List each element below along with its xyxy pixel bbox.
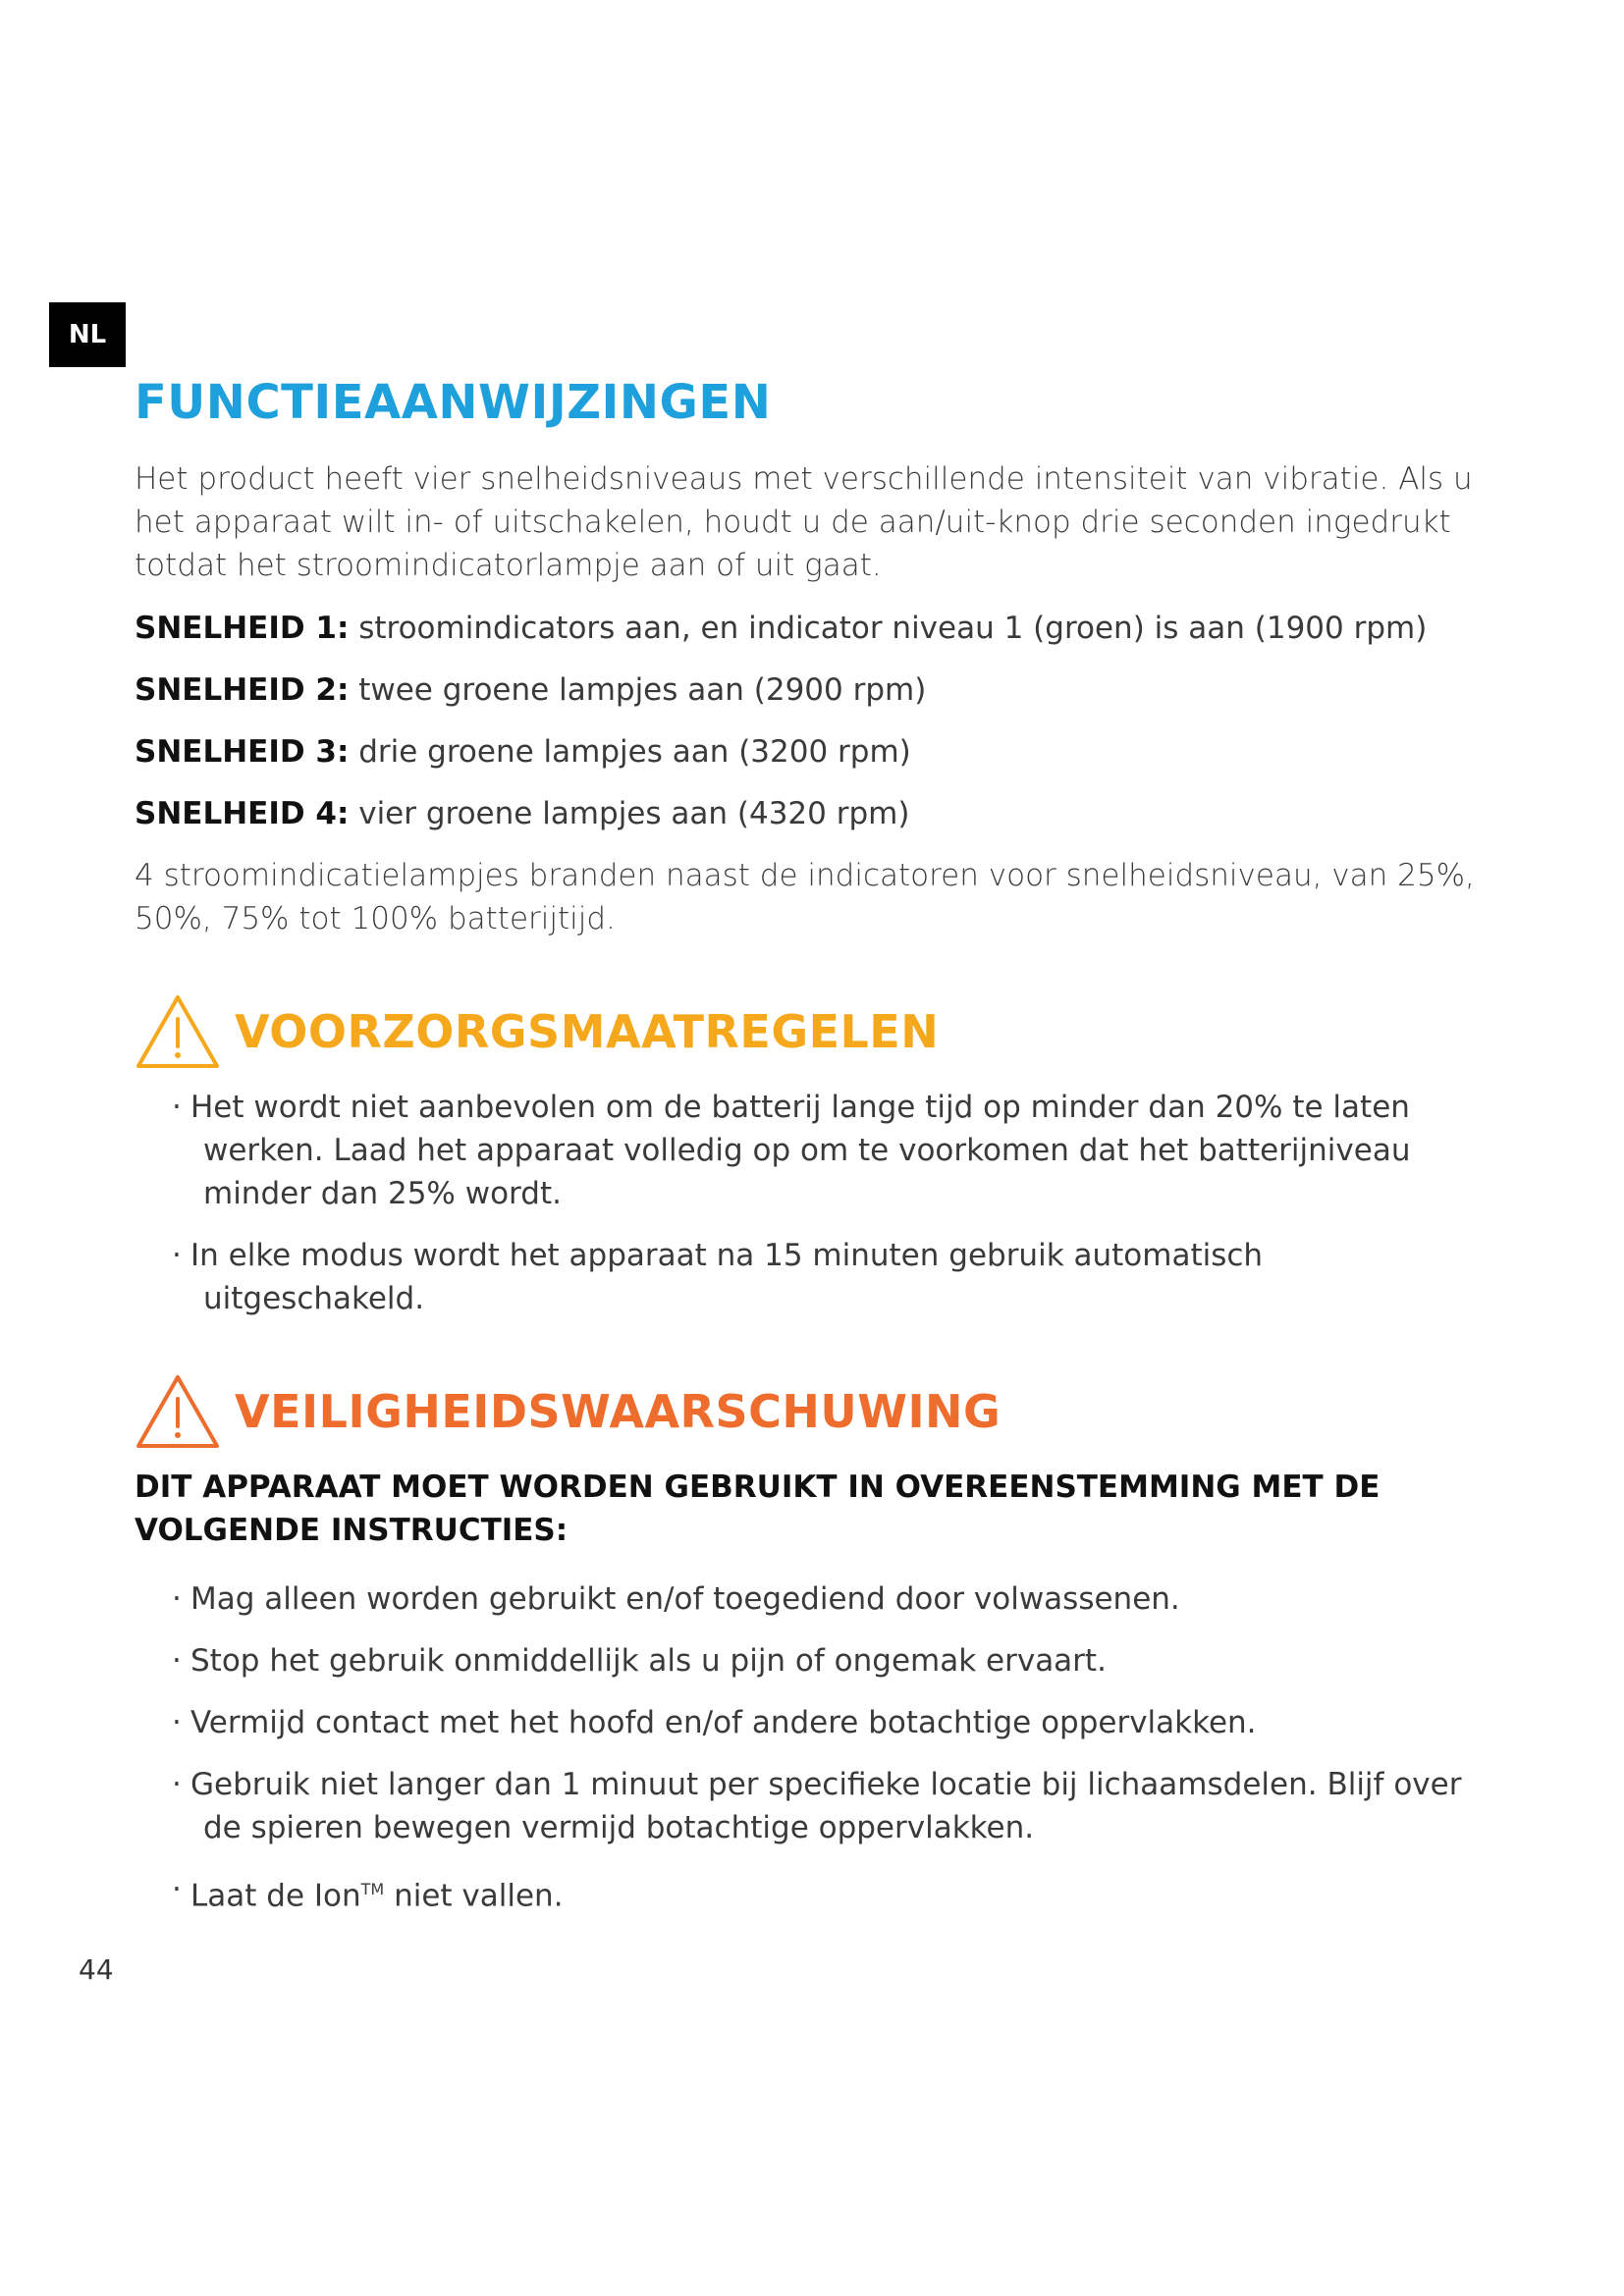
- speed-item: [135, 668, 1489, 712]
- warning-icon: [133, 1371, 223, 1452]
- speed-item: [135, 607, 1489, 650]
- list-item-text: Het wordt niet aanbevolen om de batterij lange tijd op minder dan 20% te laten werken. Laad het apparaat volledig op om te voorkomen dat het batterijniveau minder dan 25% wordt.: [190, 1090, 1411, 1211]
- list-item-text: In elke modus wordt het apparaat na 15 minuten gebruik automatisch uitgeschakeld.: [190, 1238, 1264, 1316]
- intro-paragraph: Het product heeft vier snelheidsniveaus met verschillende intensiteit van vibratie. Als u het apparaat wilt in- of uitschakelen, houdt u de aan/uit-knop drie seconden ingedrukt totdat het stroomindicatorlampje aan of uit gaat.: [135, 461, 1473, 583]
- trademark-mark: TM: [360, 1880, 385, 1898]
- safety-heading: [133, 1371, 1489, 1452]
- speed-label: SNELHEID 2:: [135, 672, 350, 708]
- speed-text: twee groene lampjes aan (2900 rpm): [358, 672, 927, 708]
- language-tag: NL: [49, 302, 126, 367]
- list-item: · Laat de Ion™ niet vallen.: [172, 1872, 564, 1914]
- speed-text: vier groene lampjes aan (4320 rpm): [358, 796, 910, 831]
- list-item: · Stop het gebruik onmiddellijk als u pijn of ongemak ervaart.: [172, 1643, 1107, 1679]
- list-item-text: Vermijd contact met het hoofd en/of andere botachtige oppervlakken.: [190, 1705, 1257, 1740]
- speed-text: drie groene lampjes aan (3200 rpm): [358, 734, 911, 770]
- speed-label: SNELHEID 3:: [135, 734, 350, 770]
- speed-item: [135, 792, 1489, 835]
- speed-text: stroomindicators aan, en indicator niveau 1 (groen) is aan (1900 rpm): [358, 611, 1428, 646]
- list-item: · Gebruik niet langer dan 1 minuut per specifieke locatie bij lichaamsdelen. Blijf over de spieren bewegen vermijd botachtige oppervlakken.: [172, 1767, 1462, 1845]
- list-item: · Het wordt niet aanbevolen om de batterij lange tijd op minder dan 20% te laten werken. Laad het apparaat volledig op om te voorkomen dat het batterijniveau minder dan 25% wordt.: [172, 1090, 1411, 1211]
- list-item-text: niet vallen.: [384, 1878, 564, 1914]
- section-title-precautions: VOORZORGSMAATREGELEN: [235, 1005, 940, 1058]
- page-content: [135, 373, 1489, 1936]
- list-item-text: Gebruik niet langer dan 1 minuut per specifieke locatie bij lichaamsdelen. Blijf over de spieren bewegen vermijd botachtige oppervlakken.: [190, 1767, 1462, 1845]
- list-item: · Mag alleen worden gebruikt en/of toegediend door volwassenen.: [172, 1581, 1180, 1617]
- warning-icon: [133, 991, 223, 1072]
- list-item-text: Laat de Ion: [190, 1878, 361, 1914]
- list-item: · Vermijd contact met het hoofd en/of andere botachtige oppervlakken.: [172, 1705, 1257, 1740]
- section-title-functions: FUNCTIEAANWIJZINGEN: [135, 375, 772, 430]
- list-item-text: Mag alleen worden gebruikt en/of toegediend door volwassenen.: [190, 1581, 1180, 1617]
- list-item-text: Stop het gebruik onmiddellijk als u pijn of ongemak ervaart.: [190, 1643, 1107, 1679]
- speed-label: SNELHEID 4:: [135, 796, 350, 831]
- safety-subtitle: DIT APPARAAT MOET WORDEN GEBRUIKT IN OVEREENSTEMMING MET DE VOLGENDE INSTRUCTIES:: [135, 1469, 1380, 1548]
- list-item: · In elke modus wordt het apparaat na 15 minuten gebruik automatisch uitgeschakeld.: [172, 1238, 1264, 1316]
- battery-note: 4 stroomindicatielampjes branden naast de indicatoren voor snelheidsniveau, van 25%, 50%, 75% tot 100% batterijtijd.: [135, 858, 1475, 936]
- precautions-list: [135, 1086, 1489, 1320]
- precautions-heading: [133, 991, 1489, 1072]
- page-number: 44: [79, 1953, 114, 1986]
- safety-list: [135, 1577, 1489, 1917]
- speed-item: [135, 730, 1489, 774]
- section-title-safety: VEILIGHEIDSWAARSCHUWING: [235, 1385, 1001, 1438]
- speed-label: SNELHEID 1:: [135, 611, 350, 646]
